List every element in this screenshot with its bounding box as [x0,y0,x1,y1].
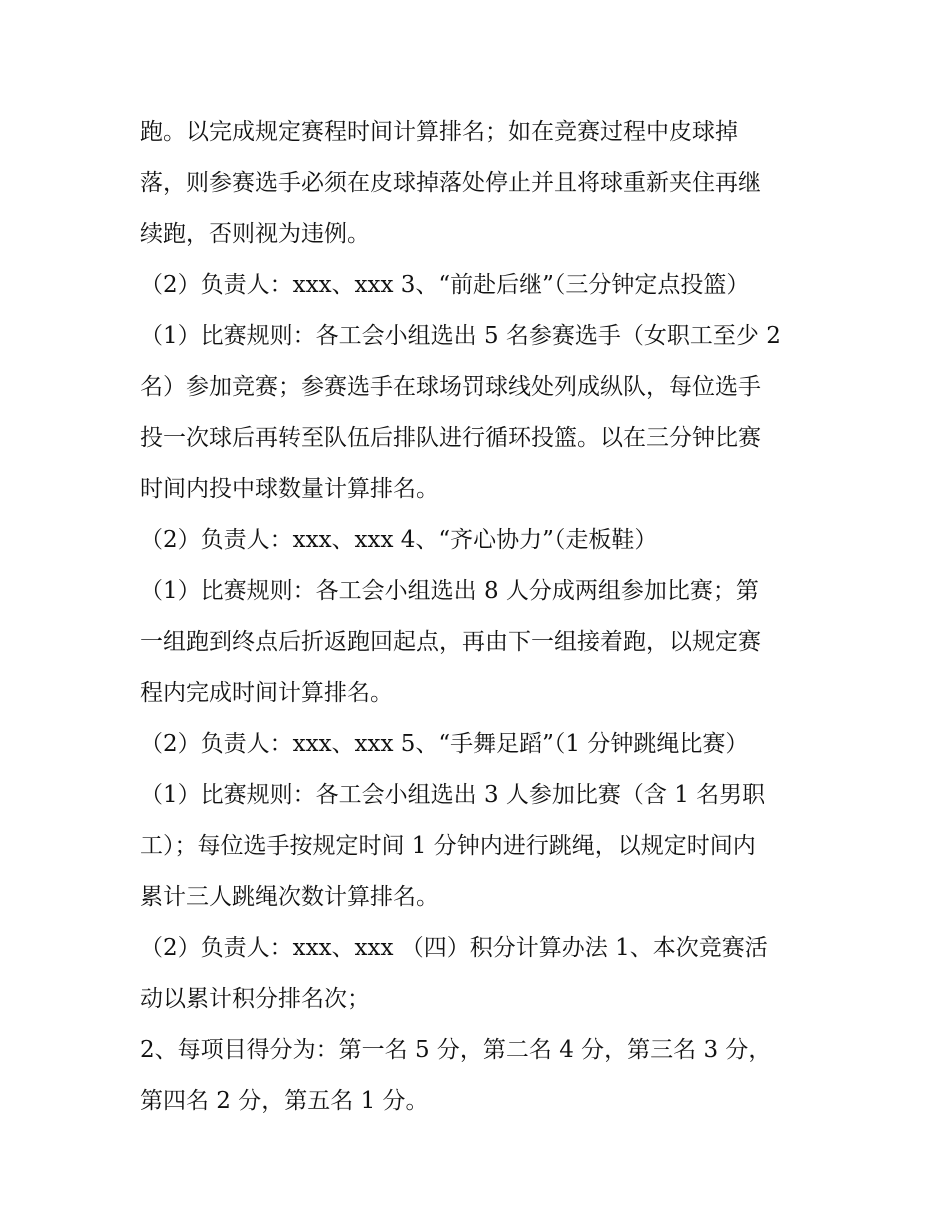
text-line: 投一次球后再转至队伍后排队进行循环投篮。以在三分钟比赛 [140,425,761,451]
text-line: 落，则参赛选手必须在皮球掉落处停止并且将球重新夹住再继 [140,170,761,196]
text-line: （2）负责人：xxx、xxx （四）积分计算办法 1、本次竞赛活 [140,935,768,961]
text-line: 一组跑到终点后折返跑回起点，再由下一组接着跑，以规定赛 [140,629,761,655]
text-line: （1）比赛规则：各工会小组选出 3 人参加比赛（含 1 名男职 [140,782,766,808]
text-line: 名）参加竞赛；参赛选手在球场罚球线处列成纵队，每位选手 [140,374,761,400]
text-line: 工）；每位选手按规定时间 1 分钟内进行跳绳，以规定时间内 [140,833,756,859]
text-line: （2）负责人：xxx、xxx 4、“齐心协力”（走板鞋） [140,527,658,553]
text-line: 动以累计积分排名次； [140,986,370,1012]
document-body [140,107,820,1127]
text-line: 跑。以完成规定赛程时间计算排名；如在竞赛过程中皮球掉 [140,119,738,145]
text-line: （2）负责人：xxx、xxx 5、“手舞足蹈”（1 分钟跳绳比赛） [140,731,749,757]
text-line: 累计三人跳绳次数计算排名。 [140,884,439,910]
text-line: 时间内投中球数量计算排名。 [140,476,439,502]
text-line: 续跑，否则视为违例。 [140,221,370,247]
text-line: （1）比赛规则：各工会小组选出 5 名参赛选手（女职工至少 2 [140,323,781,349]
text-line: （2）负责人：xxx、xxx 3、“前赴后继”（三分钟定点投篮） [140,272,750,298]
text-line: （1）比赛规则：各工会小组选出 8 人分成两组参加比赛；第 [140,578,759,604]
text-line: 程内完成时间计算排名。 [140,680,393,706]
text-line: 第四名 2 分，第五名 1 分。 [140,1088,429,1114]
text-line: 2、每项目得分为：第一名 5 分，第二名 4 分，第三名 3 分， [140,1037,772,1063]
